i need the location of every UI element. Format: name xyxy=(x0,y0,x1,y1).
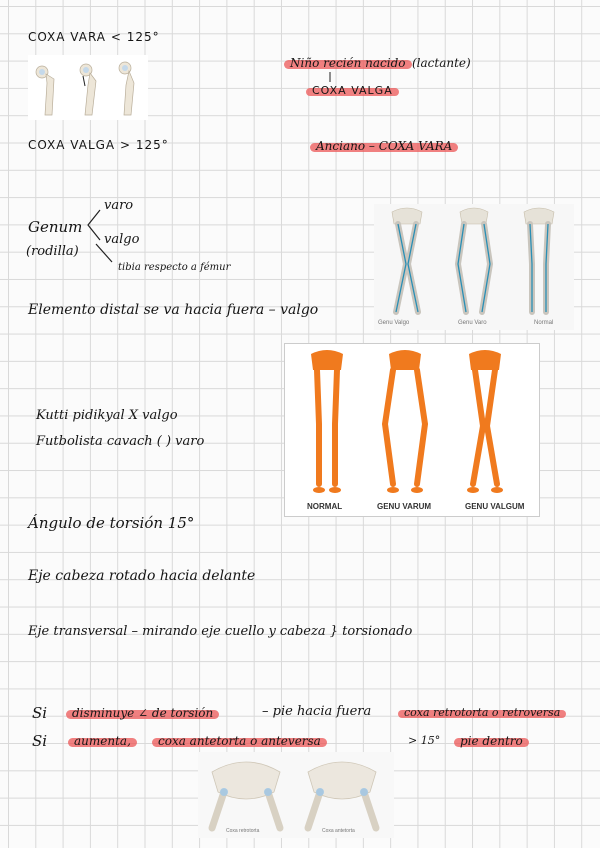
highlight-pie-dentro: pie dentro xyxy=(460,734,523,748)
tibia-note: tibia respecto a fémur xyxy=(118,262,231,273)
genu-legs-small-image xyxy=(374,204,574,330)
pie-fuera-note: – pie hacia fuera xyxy=(262,704,372,719)
highlight-coxa-valga: COXA VALGA xyxy=(312,84,393,97)
valgo-label: valgo xyxy=(104,232,140,247)
caption-genu-valgo: Genu Valgo xyxy=(378,320,410,326)
highlight-aumenta: aumenta, xyxy=(74,734,131,748)
caption-genu-varum: GENU VARUM xyxy=(377,502,432,511)
highlight-nino: Niño recién nacido xyxy=(290,56,406,70)
femur-angle-image xyxy=(28,55,148,120)
caption-coxa-antetorta: Coxa antetorta xyxy=(322,828,355,834)
si-line1: Si xyxy=(32,704,48,722)
caption-genu-valgum: GENU VALGUM xyxy=(465,502,525,511)
si-line2: Si xyxy=(32,732,48,750)
highlight-retrotorta: coxa retrotorta o retroversa xyxy=(404,706,561,719)
eje-transversal-note: Eje transversal – mirando eje cuello y cabeza } torsionado xyxy=(28,624,413,639)
elemento-distal-note: Elemento distal se va hacia fuera – valgo xyxy=(28,302,319,318)
varo-label: varo xyxy=(104,198,134,213)
caption-coxa-retrotorta: Coxa retrotorta xyxy=(226,828,260,834)
angulo-torsion-note: Ángulo de torsión 15° xyxy=(28,514,195,532)
caption-normal-small: Normal xyxy=(534,320,554,326)
rodilla-label: (rodilla) xyxy=(26,244,79,259)
kutti-note: Kutti pidikyal X valgo xyxy=(36,408,178,423)
caption-normal: NORMAL xyxy=(307,502,343,511)
highlight-antetorta: coxa antetorta o anteversa xyxy=(158,734,321,748)
highlight-anciano: Anciano – COXA VARA xyxy=(316,139,453,153)
eje-cabeza-note: Eje cabeza rotado hacia delante xyxy=(28,568,256,584)
lactante-note: (lactante) xyxy=(412,56,471,70)
futbolista-note: Futbolista cavach ( ) varo xyxy=(36,434,205,449)
coxa-vara-heading: COXA VARA < 125° xyxy=(28,30,160,44)
genu-legs-orange-image xyxy=(284,343,540,517)
coxa-valga-heading: COXA VALGA > 125° xyxy=(28,138,169,152)
pelvis-torsion-image xyxy=(198,752,394,838)
gt15-note: > 15° xyxy=(408,734,441,747)
highlight-disminuye: disminuye ∠ de torsión xyxy=(72,706,214,720)
genum-label: Genum xyxy=(28,218,83,236)
caption-genu-varo: Genu Varo xyxy=(458,320,487,326)
